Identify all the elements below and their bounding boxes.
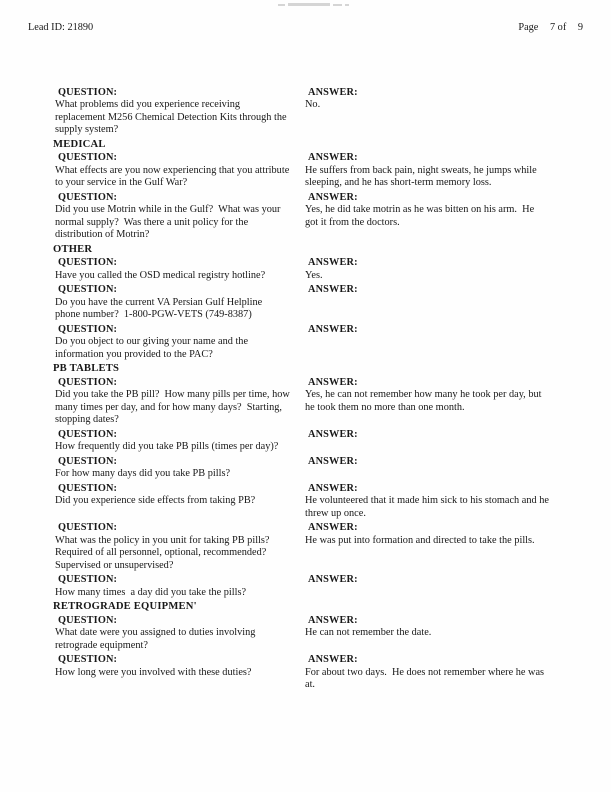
question-text-line: What date were you assigned to duties involving bbox=[55, 627, 256, 638]
answer-text-line: He volunteered that it made him sick to his stomach and he bbox=[305, 495, 549, 506]
answer-column bbox=[303, 615, 583, 640]
answer-label: ANSWER: bbox=[308, 614, 358, 626]
page-total: 9 bbox=[577, 22, 583, 33]
question-label: QUESTION: bbox=[58, 284, 118, 295]
answer-text-line: Yes, he can not remember how many he took per day, but bbox=[305, 389, 542, 400]
answer-text-line: For about two days. He does not remember where he was bbox=[305, 666, 545, 678]
answer-text-line: He can not remember the date. bbox=[305, 627, 432, 638]
answer-label: ANSWER: bbox=[308, 376, 358, 388]
question-text-line: Did you experience side effects from taking PB? bbox=[55, 495, 256, 506]
question-text-line: supply system? bbox=[55, 124, 119, 135]
question-text-line: distribution of Motrin? bbox=[55, 229, 150, 240]
question-label: QUESTION: bbox=[58, 522, 118, 533]
page-number: 7 of bbox=[549, 22, 567, 33]
answer-label: ANSWER: bbox=[308, 574, 358, 585]
question-text-line: How frequently did you take PB pills (times per day)? bbox=[55, 441, 279, 452]
question-column bbox=[53, 483, 303, 508]
question-text-line: Required of all personnel, optional, recommended? bbox=[55, 547, 267, 558]
answer-column bbox=[303, 257, 583, 282]
qa-row bbox=[53, 456, 583, 481]
answer-label: ANSWER: bbox=[308, 284, 358, 295]
answer-column bbox=[303, 574, 583, 587]
answer-text-line: got it from the doctors. bbox=[305, 216, 400, 228]
answer-text-line: threw up once. bbox=[305, 507, 366, 519]
question-label: QUESTION: bbox=[58, 376, 118, 388]
question-column bbox=[53, 284, 303, 322]
question-column bbox=[53, 377, 303, 427]
question-text-line: Supervised or unsupervised? bbox=[55, 559, 174, 571]
question-label: QUESTION: bbox=[58, 86, 118, 98]
answer-label: ANSWER: bbox=[308, 323, 358, 335]
scan-artifact bbox=[278, 3, 349, 6]
question-text-line: Do you object to our giving your name and the bbox=[55, 336, 249, 347]
lead-id: Lead ID: 21890 bbox=[28, 22, 94, 33]
question-column bbox=[53, 152, 303, 190]
question-label: QUESTION: bbox=[58, 614, 118, 626]
answer-text-line: He was put into formation and directed to take the pills. bbox=[305, 534, 535, 546]
qa-document bbox=[53, 87, 583, 692]
answer-label: ANSWER: bbox=[308, 482, 358, 494]
qa-row bbox=[53, 574, 583, 599]
answer-column bbox=[303, 456, 583, 469]
answer-label: ANSWER: bbox=[308, 86, 358, 98]
question-text-line: stopping dates? bbox=[55, 414, 119, 425]
qa-row bbox=[53, 654, 583, 692]
question-column bbox=[53, 429, 303, 454]
question-text-line: Have you called the OSD medical registry hotline? bbox=[55, 269, 266, 281]
question-label: QUESTION: bbox=[58, 257, 118, 268]
question-label: QUESTION: bbox=[58, 482, 118, 494]
page-label: Page bbox=[518, 22, 539, 33]
qa-row bbox=[53, 152, 583, 190]
answer-text-line: at. bbox=[305, 679, 316, 690]
question-column bbox=[53, 654, 303, 679]
answer-column bbox=[303, 192, 583, 230]
question-label: QUESTION: bbox=[58, 654, 118, 665]
answer-label: ANSWER: bbox=[308, 455, 358, 467]
qa-row bbox=[53, 324, 583, 362]
answer-text-line: he took them no more than one month. bbox=[305, 401, 465, 413]
answer-column bbox=[303, 284, 583, 297]
section-title: PB TABLETS bbox=[53, 363, 120, 374]
qa-row bbox=[53, 377, 583, 427]
answer-text-line: Yes. bbox=[305, 269, 323, 281]
question-text-line: replacement M256 Chemical Detection Kits through the bbox=[55, 111, 287, 123]
answer-column bbox=[303, 654, 583, 692]
qa-row bbox=[53, 87, 583, 137]
question-column bbox=[53, 87, 303, 137]
answer-text-line: No. bbox=[305, 99, 321, 110]
question-text-line: Did you use Motrin while in the Gulf? What was your bbox=[55, 204, 281, 215]
answer-column bbox=[303, 152, 583, 190]
question-label: QUESTION: bbox=[58, 428, 118, 440]
answer-label: ANSWER: bbox=[308, 654, 358, 665]
qa-row bbox=[53, 192, 583, 242]
question-column bbox=[53, 257, 303, 282]
answer-label: ANSWER: bbox=[308, 191, 358, 203]
question-text-line: Do you have the current VA Persian Gulf Helpline bbox=[55, 296, 263, 308]
question-column bbox=[53, 456, 303, 481]
answer-text-line: sleeping, and he has short-term memory loss. bbox=[305, 177, 492, 188]
page-indicator bbox=[518, 22, 583, 35]
question-text-line: normal supply? Was there a unit policy for the bbox=[55, 216, 249, 228]
question-label: QUESTION: bbox=[58, 152, 118, 163]
section-title: RETROGRADE EQUIPMEN' bbox=[53, 601, 197, 612]
answer-column bbox=[303, 483, 583, 521]
question-text-line: information you provided to the PAC? bbox=[55, 348, 213, 360]
answer-column bbox=[303, 429, 583, 442]
answer-label: ANSWER: bbox=[308, 522, 358, 533]
question-label: QUESTION: bbox=[58, 574, 118, 585]
question-text-line: How long were you involved with these duties? bbox=[55, 666, 252, 678]
answer-column bbox=[303, 377, 583, 415]
qa-row bbox=[53, 429, 583, 454]
qa-row bbox=[53, 257, 583, 282]
question-text-line: phone number? 1-800-PGW-VETS (749-8387) bbox=[55, 309, 252, 320]
question-text-line: Did you take the PB pill? How many pills per time, how bbox=[55, 389, 290, 400]
answer-text-line: He suffers from back pain, night sweats, he jumps while bbox=[305, 164, 537, 176]
question-text-line: What problems did you experience receiving bbox=[55, 99, 240, 110]
qa-row bbox=[53, 615, 583, 653]
answer-column bbox=[303, 522, 583, 547]
answer-label: ANSWER: bbox=[308, 257, 358, 268]
question-column bbox=[53, 522, 303, 572]
question-text-line: What effects are you now experiencing that you attribute bbox=[55, 164, 290, 176]
answer-label: ANSWER: bbox=[308, 428, 358, 440]
question-column bbox=[53, 324, 303, 362]
answer-text-line: Yes, he did take motrin as he was bitten on his arm. He bbox=[305, 204, 535, 215]
section-title: OTHER bbox=[53, 243, 93, 255]
question-text-line: many times per day, and for how many days? Starting, bbox=[55, 401, 282, 413]
question-column bbox=[53, 192, 303, 242]
qa-row bbox=[53, 522, 583, 572]
question-text-line: For how many days did you take PB pills? bbox=[55, 468, 231, 479]
question-label: QUESTION: bbox=[58, 323, 118, 335]
answer-column bbox=[303, 324, 583, 337]
section-title: MEDICAL bbox=[53, 138, 106, 150]
question-column bbox=[53, 615, 303, 653]
qa-row bbox=[53, 483, 583, 521]
question-label: QUESTION: bbox=[58, 191, 118, 203]
answer-column bbox=[303, 87, 583, 112]
question-column bbox=[53, 574, 303, 599]
qa-row bbox=[53, 284, 583, 322]
question-text-line: retrograde equipment? bbox=[55, 639, 148, 651]
question-text-line: What was the policy in you unit for taking PB pills? bbox=[55, 534, 270, 546]
question-text-line: to your service in the Gulf War? bbox=[55, 177, 188, 188]
question-label: QUESTION: bbox=[58, 455, 118, 467]
answer-label: ANSWER: bbox=[308, 152, 358, 163]
question-text-line: How many times a day did you take the pills? bbox=[55, 586, 247, 598]
